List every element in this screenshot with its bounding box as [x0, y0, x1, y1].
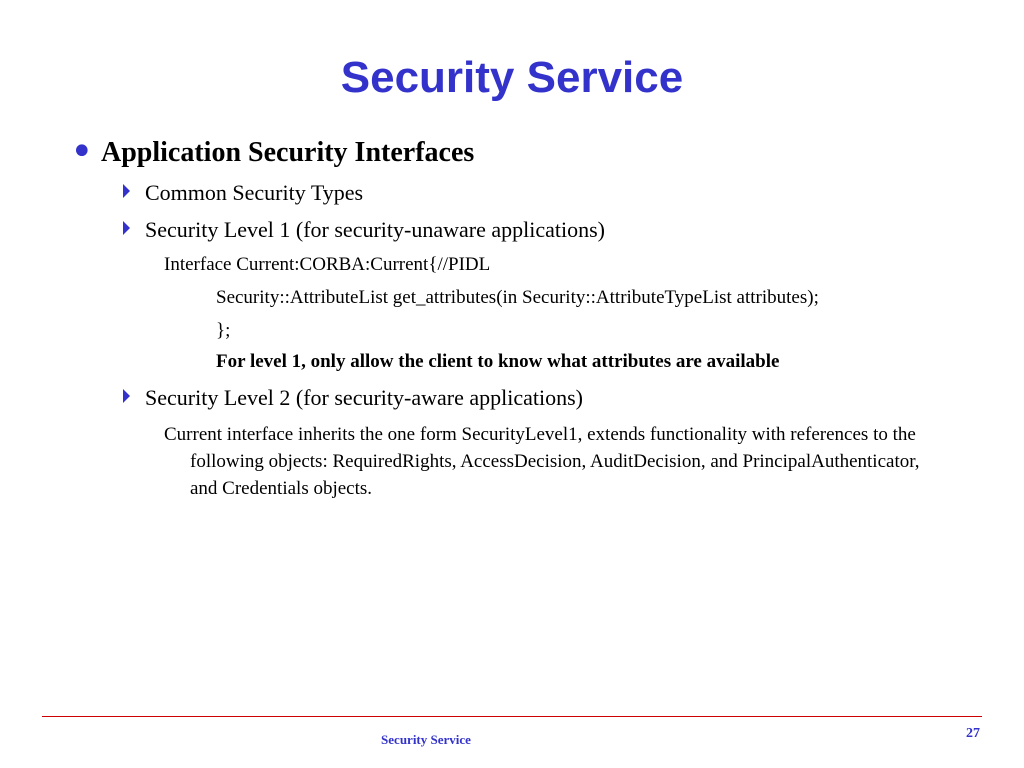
- arrow-bullet-icon: [123, 389, 130, 403]
- bullet-dot-icon: •: [70, 129, 94, 175]
- sub-item-security-level-2: Security Level 2 (for security-aware applications): [145, 385, 583, 410]
- level-1-note: For level 1, only allow the client to know what attributes are available: [216, 351, 780, 372]
- page-number: 27: [966, 726, 980, 741]
- code-interface-line: Interface Current:CORBA:Current{//PIDL: [164, 254, 491, 275]
- sub-item-security-level-1: Security Level 1 (for security-unaware applications): [145, 217, 605, 242]
- sub-item-common-security-types: Common Security Types: [145, 180, 364, 205]
- code-closing-brace: };: [216, 320, 231, 341]
- footer-divider: [42, 716, 982, 717]
- arrow-bullet-icon: [123, 221, 130, 235]
- slide-title: Security Service: [340, 53, 684, 102]
- level-2-detail: Current interface inherits the one form SecurityLevel1, extends functionality with references to the following objects: RequiredRights, AccessDecision, AuditDecision, and PrincipalAuthenticator, and Credentials objects.: [164, 424, 920, 499]
- code-get-attributes-line: Security::AttributeList get_attributes(in Security::AttributeTypeList attributes);: [216, 287, 819, 308]
- footer-title: Security Service: [381, 732, 471, 747]
- bullet-application-security-interfaces: Application Security Interfaces: [101, 137, 475, 168]
- arrow-bullet-icon: [123, 184, 130, 198]
